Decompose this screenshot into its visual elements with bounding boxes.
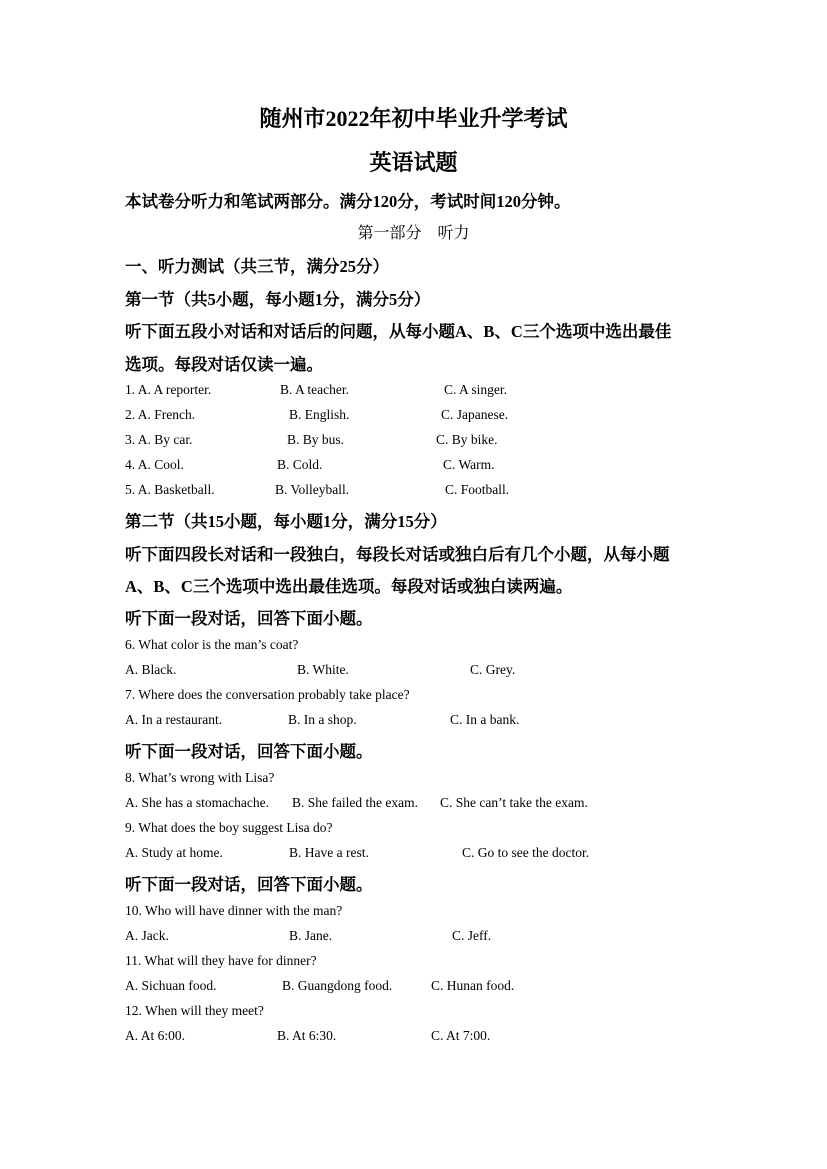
q8-stem: 8. What’s wrong with Lisa?	[125, 770, 275, 785]
subsection1-heading: 第一节（共5小题，每小题1分，满分5分）	[125, 290, 431, 309]
section1-heading: 一、听力测试（共三节，满分25分）	[125, 257, 389, 276]
q9-option-b: B. Have a rest.	[289, 845, 369, 860]
q7-option-b: B. In a shop.	[288, 712, 357, 727]
exam-subtitle: 英语试题	[369, 150, 458, 175]
q6-option-b: B. White.	[297, 662, 349, 677]
q12-option-b: B. At 6:30.	[277, 1028, 337, 1043]
q5-option-a: 5. A. Basketball.	[125, 482, 215, 497]
q7-option-c: C. In a bank.	[450, 712, 520, 727]
q10-option-c: C. Jeff.	[452, 928, 492, 943]
q11-option-a: A. Sichuan food.	[125, 978, 217, 993]
q12-option-a: A. At 6:00.	[125, 1028, 186, 1043]
q12-option-c: C. At 7:00.	[431, 1028, 491, 1043]
subsection2-heading: 第二节（共15小题，每小题1分，满分15分）	[125, 512, 447, 531]
q9-option-c: C. Go to see the doctor.	[462, 845, 590, 860]
q9-option-a: A. Study at home.	[125, 845, 223, 860]
q1-option-a: 1. A. A reporter.	[125, 382, 212, 397]
q10-option-a: A. Jack.	[125, 928, 169, 943]
listen-prompt-1: 听下面一段对话，回答下面小题。	[125, 609, 373, 628]
q7-option-a: A. In a restaurant.	[125, 712, 223, 727]
q8-option-c: C. She can’t take the exam.	[440, 795, 588, 810]
q2-option-b: B. English.	[289, 407, 350, 422]
q3-option-b: B. By bus.	[287, 432, 345, 447]
q4-option-b: B. Cold.	[277, 457, 323, 472]
exam-title: 随州市2022年初中毕业升学考试	[259, 106, 568, 131]
q12-stem: 12. When will they meet?	[125, 1003, 264, 1018]
subsection1-instruction-line2: 选项。每段对话仅读一遍。	[125, 355, 323, 374]
q2-option-a: 2. A. French.	[125, 407, 196, 422]
q1-option-b: B. A teacher.	[280, 382, 349, 397]
q4-option-a: 4. A. Cool.	[125, 457, 184, 472]
q7-stem: 7. Where does the conversation probably take place?	[125, 687, 410, 702]
q10-stem: 10. Who will have dinner with the man?	[125, 903, 343, 918]
exam-intro: 本试卷分听力和笔试两部分。满分120分，考试时间120分钟。	[125, 192, 571, 211]
listen-prompt-2: 听下面一段对话，回答下面小题。	[125, 742, 373, 761]
q6-stem: 6. What color is the man’s coat?	[125, 637, 299, 652]
q11-option-c: C. Hunan food.	[431, 978, 515, 993]
q2-option-c: C. Japanese.	[441, 407, 509, 422]
q4-option-c: C. Warm.	[443, 457, 495, 472]
subsection1-instruction-line1: 听下面五段小对话和对话后的问题，从每小题A、B、C三个选项中选出最佳	[125, 322, 672, 341]
q8-option-b: B. She failed the exam.	[292, 795, 418, 810]
subsection2-instruction-line1: 听下面四段长对话和一段独白，每段长对话或独白后有几个小题，从每小题	[125, 545, 670, 564]
q11-stem: 11. What will they have for dinner?	[125, 953, 317, 968]
subsection2-instruction-line2: A、B、C三个选项中选出最佳选项。每段对话或独白读两遍。	[125, 577, 573, 596]
q3-option-c: C. By bike.	[436, 432, 498, 447]
listen-prompt-3: 听下面一段对话，回答下面小题。	[125, 875, 373, 894]
q10-option-b: B. Jane.	[289, 928, 333, 943]
q5-option-c: C. Football.	[445, 482, 510, 497]
q11-option-b: B. Guangdong food.	[282, 978, 393, 993]
q5-option-b: B. Volleyball.	[275, 482, 350, 497]
q3-option-a: 3. A. By car.	[125, 432, 193, 447]
part1-heading: 第一部分 听力	[357, 225, 470, 242]
q6-option-a: A. Black.	[125, 662, 177, 677]
q9-stem: 9. What does the boy suggest Lisa do?	[125, 820, 333, 835]
q6-option-c: C. Grey.	[470, 662, 516, 677]
q1-option-c: C. A singer.	[444, 382, 508, 397]
q8-option-a: A. She has a stomachache.	[125, 795, 269, 810]
